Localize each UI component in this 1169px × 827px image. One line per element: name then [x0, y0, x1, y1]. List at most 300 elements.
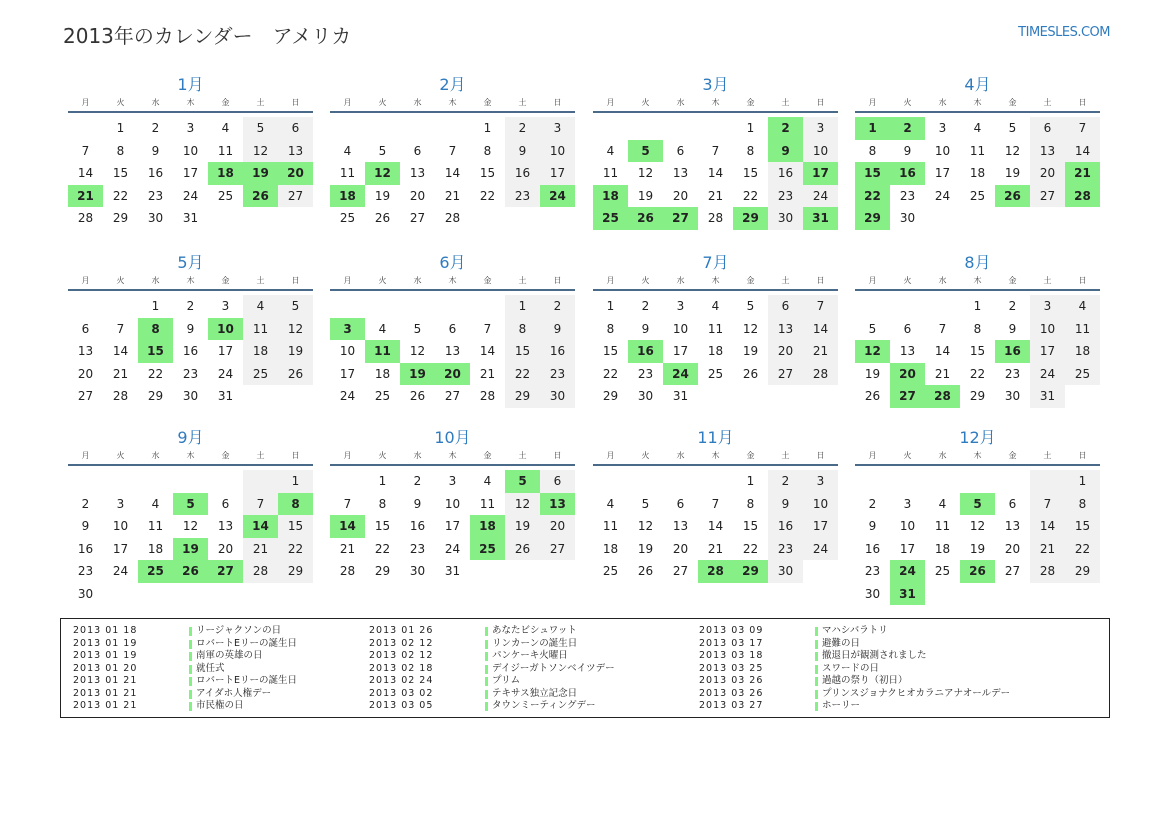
- weekday-label: 日: [291, 451, 300, 460]
- day-cell: 30: [899, 211, 916, 225]
- month-name: 8月: [964, 253, 991, 272]
- day-cell: 19: [1004, 166, 1021, 180]
- day-cell: 15: [505, 340, 540, 363]
- holiday-name: ロバートEリーの誕生日: [196, 675, 298, 686]
- weekday-label: 水: [413, 276, 422, 285]
- weekday-label: 火: [641, 276, 650, 285]
- weekday-label: 木: [448, 451, 457, 460]
- day-cell: 2: [81, 496, 90, 511]
- weekday-label: 月: [606, 276, 615, 285]
- day-cell: 5: [746, 299, 755, 313]
- day-cell: 27: [77, 389, 94, 403]
- day-cell: 20: [768, 340, 803, 363]
- weekday-header: [330, 450, 575, 466]
- day-cell: 6: [1030, 117, 1065, 140]
- holiday-day: 25: [593, 207, 628, 230]
- holiday-marker: [485, 627, 488, 636]
- day-cell: 13: [768, 318, 803, 341]
- holiday-name: 市民権の日: [196, 700, 244, 711]
- day-cell: 7: [803, 295, 838, 318]
- day-cell: 15: [602, 344, 619, 358]
- weekday-label: 日: [816, 451, 825, 460]
- day-cell: 28: [803, 363, 838, 386]
- day-cell: 3: [221, 299, 230, 313]
- holiday-day: 1: [855, 117, 890, 140]
- day-cell: 28: [339, 564, 356, 578]
- day-cell: 30: [864, 586, 881, 601]
- weekday-label: 金: [483, 276, 492, 285]
- day-cell: 11: [147, 519, 164, 533]
- day-cell: 3: [676, 299, 685, 313]
- empty-cell: [663, 470, 698, 493]
- holiday-day: 24: [663, 363, 698, 386]
- weekday-label: 木: [186, 98, 195, 107]
- holiday-date: 2013 03 18: [699, 650, 764, 661]
- holiday-day: 20: [278, 162, 313, 185]
- month-calendar: [855, 73, 1100, 230]
- month-name: 9月: [177, 428, 204, 447]
- weekday-label: 水: [938, 451, 947, 460]
- day-cell: 14: [707, 519, 724, 533]
- empty-cell: [593, 470, 628, 493]
- day-cell: 30: [768, 207, 803, 230]
- month-calendar: [855, 251, 1100, 408]
- weekday-header: [855, 450, 1100, 466]
- day-cell: 18: [243, 340, 278, 363]
- day-cell: 2: [768, 470, 803, 493]
- holiday-marker: [485, 640, 488, 649]
- day-cell: 25: [602, 564, 619, 578]
- holiday-day: 16: [890, 162, 925, 185]
- day-cell: 10: [934, 143, 951, 158]
- day-grid: [68, 470, 313, 605]
- weekday-label: 日: [291, 98, 300, 107]
- day-cell: 4: [343, 143, 352, 158]
- empty-cell: [243, 470, 278, 493]
- day-cell: 22: [112, 188, 129, 203]
- day-cell: 3: [803, 117, 838, 140]
- day-cell: 23: [182, 366, 199, 381]
- day-cell: 28: [243, 560, 278, 583]
- day-cell: 15: [1065, 515, 1100, 538]
- day-cell: 4: [1065, 295, 1100, 318]
- day-cell: 28: [707, 211, 724, 225]
- day-cell: 23: [147, 188, 164, 203]
- day-cell: 21: [934, 366, 951, 381]
- weekday-label: 日: [1078, 276, 1087, 285]
- day-cell: 6: [278, 117, 313, 140]
- day-cell: 14: [1030, 515, 1065, 538]
- day-cell: 15: [112, 166, 129, 180]
- empty-cell: [400, 295, 435, 318]
- empty-cell: [330, 295, 365, 318]
- holiday-name: プリンスジョナクヒオカラニアナオールデー: [822, 687, 1011, 699]
- weekday-label: 火: [116, 98, 125, 107]
- holiday-day: 26: [173, 560, 208, 583]
- day-cell: 20: [77, 366, 94, 381]
- weekday-label: 金: [746, 276, 755, 285]
- month-calendar: [855, 426, 1100, 605]
- holiday-day: 12: [365, 162, 400, 185]
- day-cell: 6: [448, 321, 457, 336]
- day-grid: [855, 470, 1100, 605]
- holiday-name: アイダホ人権デー: [196, 687, 272, 699]
- site-logo[interactable]: TIMESLES.COM: [1018, 25, 1110, 40]
- holiday-day: 16: [628, 340, 663, 363]
- day-cell: 24: [444, 541, 461, 556]
- weekday-label: 火: [378, 98, 387, 107]
- day-cell: 13: [1004, 519, 1021, 533]
- day-cell: 19: [864, 366, 881, 381]
- holiday-day: 20: [890, 363, 925, 386]
- day-cell: 28: [444, 211, 461, 225]
- day-cell: 17: [1030, 340, 1065, 363]
- holiday-date: 2013 03 26: [699, 687, 764, 699]
- day-cell: 25: [969, 188, 986, 203]
- day-cell: 3: [186, 121, 195, 135]
- day-cell: 8: [973, 321, 982, 336]
- day-cell: 2: [641, 299, 650, 313]
- day-cell: 11: [934, 519, 951, 533]
- day-cell: 23: [768, 538, 803, 561]
- holiday-day: 18: [208, 162, 243, 185]
- day-cell: 11: [243, 318, 278, 341]
- day-cell: 22: [374, 541, 391, 556]
- day-cell: 4: [973, 121, 982, 135]
- day-cell: 4: [711, 299, 720, 313]
- day-cell: 30: [540, 385, 575, 408]
- weekday-label: 水: [938, 98, 947, 107]
- holiday-day: 25: [470, 538, 505, 561]
- empty-cell: [103, 470, 138, 493]
- holiday-name: ホーリー: [822, 700, 861, 711]
- holiday-name: プリム: [492, 675, 521, 686]
- day-cell: 4: [243, 295, 278, 318]
- day-cell: 9: [903, 143, 912, 158]
- day-cell: 11: [479, 496, 496, 511]
- holiday-day: 14: [330, 515, 365, 538]
- holiday-date: 2013 02 18: [369, 662, 434, 674]
- weekday-header: [68, 275, 313, 291]
- day-cell: 23: [1004, 366, 1021, 381]
- weekday-header: [593, 450, 838, 466]
- holiday-date: 2013 03 27: [699, 700, 764, 711]
- day-cell: 17: [803, 515, 838, 538]
- holiday-day: 2: [768, 117, 803, 140]
- weekday-label: 土: [781, 276, 790, 285]
- day-cell: 18: [1065, 340, 1100, 363]
- day-cell: 23: [505, 185, 540, 208]
- day-cell: 7: [483, 321, 492, 336]
- weekday-label: 日: [553, 451, 562, 460]
- weekday-label: 木: [711, 98, 720, 107]
- day-cell: 12: [505, 493, 540, 516]
- day-cell: 11: [969, 143, 986, 158]
- holiday-day: 20: [435, 363, 470, 386]
- day-cell: 27: [409, 211, 426, 225]
- day-cell: 19: [742, 344, 759, 358]
- day-cell: 15: [278, 515, 313, 538]
- day-cell: 11: [707, 321, 724, 336]
- day-cell: 7: [711, 496, 720, 511]
- weekday-label: 日: [1078, 451, 1087, 460]
- holiday-name: タウンミーティングデー: [492, 700, 596, 711]
- day-cell: 12: [278, 318, 313, 341]
- day-cell: 24: [217, 366, 234, 381]
- weekday-label: 火: [641, 451, 650, 460]
- day-cell: 23: [540, 363, 575, 386]
- day-cell: 2: [151, 121, 160, 135]
- day-cell: 16: [409, 519, 426, 533]
- empty-cell: [925, 295, 960, 318]
- day-cell: 2: [1008, 299, 1017, 313]
- weekday-header: [330, 97, 575, 113]
- weekday-header: [855, 97, 1100, 113]
- weekday-label: 土: [518, 276, 527, 285]
- day-cell: 9: [186, 321, 195, 336]
- day-cell: 18: [969, 166, 986, 180]
- weekday-label: 日: [1078, 98, 1087, 107]
- day-cell: 3: [938, 121, 947, 135]
- empty-cell: [628, 470, 663, 493]
- empty-cell: [663, 117, 698, 140]
- month-name: 7月: [702, 253, 729, 272]
- weekday-label: 木: [973, 98, 982, 107]
- month-name: 1月: [177, 75, 204, 94]
- day-cell: 15: [374, 519, 391, 533]
- day-cell: 23: [899, 188, 916, 203]
- day-cell: 11: [217, 143, 234, 158]
- day-cell: 29: [147, 389, 164, 403]
- day-cell: 18: [934, 541, 951, 556]
- day-cell: 1: [746, 121, 755, 135]
- day-cell: 4: [483, 474, 492, 488]
- weekday-label: 金: [221, 276, 230, 285]
- day-cell: 22: [1065, 538, 1100, 561]
- holiday-marker: [189, 665, 192, 674]
- day-cell: 5: [278, 295, 313, 318]
- holiday-date: 2013 01 19: [73, 650, 138, 661]
- day-cell: 10: [444, 496, 461, 511]
- day-cell: 15: [479, 166, 496, 180]
- day-cell: 5: [378, 143, 387, 158]
- day-cell: 23: [409, 541, 426, 556]
- day-cell: 8: [483, 143, 492, 158]
- holiday-day: 5: [960, 493, 995, 516]
- weekday-label: 木: [448, 98, 457, 107]
- holiday-name: 避難の日: [822, 637, 861, 649]
- empty-cell: [855, 295, 890, 318]
- day-cell: 13: [278, 140, 313, 163]
- day-cell: 4: [606, 496, 615, 511]
- empty-cell: [68, 470, 103, 493]
- day-cell: 29: [278, 560, 313, 583]
- day-cell: 8: [746, 496, 755, 511]
- weekday-label: 日: [553, 98, 562, 107]
- day-cell: 17: [540, 162, 575, 185]
- day-cell: 8: [505, 318, 540, 341]
- weekday-label: 水: [151, 276, 160, 285]
- day-cell: 8: [116, 143, 125, 158]
- month-calendar: [593, 73, 838, 230]
- day-cell: 13: [672, 166, 689, 180]
- day-cell: 6: [540, 470, 575, 493]
- day-cell: 27: [768, 363, 803, 386]
- weekday-label: 金: [1008, 451, 1017, 460]
- weekday-label: 火: [378, 276, 387, 285]
- day-cell: 30: [637, 389, 654, 403]
- month-name: 2月: [439, 75, 466, 94]
- day-cell: 2: [413, 474, 422, 488]
- day-cell: 14: [707, 166, 724, 180]
- empty-cell: [855, 470, 890, 493]
- weekday-label: 土: [781, 98, 790, 107]
- day-cell: 18: [147, 541, 164, 556]
- day-cell: 10: [182, 143, 199, 158]
- day-cell: 8: [1065, 493, 1100, 516]
- day-cell: 17: [112, 541, 129, 556]
- holiday-marker: [815, 702, 818, 711]
- day-cell: 1: [483, 121, 492, 135]
- day-cell: 17: [934, 166, 951, 180]
- day-cell: 26: [505, 538, 540, 561]
- day-cell: 30: [77, 586, 94, 601]
- day-grid: [855, 295, 1100, 408]
- holiday-name: ロバートEリーの誕生日: [196, 637, 298, 649]
- weekday-label: 火: [903, 98, 912, 107]
- day-cell: 9: [81, 519, 90, 533]
- holiday-date: 2013 01 21: [73, 675, 138, 686]
- day-cell: 7: [81, 143, 90, 158]
- day-cell: 20: [1030, 162, 1065, 185]
- weekday-label: 月: [343, 276, 352, 285]
- weekday-label: 土: [1043, 451, 1052, 460]
- day-cell: 16: [864, 541, 881, 556]
- holiday-day: 19: [243, 162, 278, 185]
- day-cell: 1: [606, 299, 615, 313]
- weekday-header: [330, 275, 575, 291]
- weekday-header: [593, 275, 838, 291]
- holiday-date: 2013 03 05: [369, 700, 434, 711]
- holiday-day: 18: [330, 185, 365, 208]
- day-cell: 30: [182, 389, 199, 403]
- weekday-label: 水: [676, 451, 685, 460]
- day-cell: 27: [540, 538, 575, 561]
- weekday-label: 月: [343, 451, 352, 460]
- day-cell: 14: [1065, 140, 1100, 163]
- day-cell: 25: [934, 564, 951, 578]
- weekday-label: 水: [413, 451, 422, 460]
- day-cell: 18: [707, 344, 724, 358]
- weekday-label: 土: [518, 98, 527, 107]
- weekday-header: [68, 97, 313, 113]
- day-cell: 23: [864, 564, 881, 578]
- holiday-day: 5: [505, 470, 540, 493]
- holiday-day: 12: [855, 340, 890, 363]
- day-cell: 22: [969, 366, 986, 381]
- month-calendar: [330, 426, 575, 583]
- day-cell: 1: [151, 299, 160, 313]
- holiday-day: 29: [733, 560, 768, 583]
- day-cell: 4: [221, 121, 230, 135]
- day-cell: 26: [637, 564, 654, 578]
- day-cell: 12: [637, 519, 654, 533]
- day-cell: 21: [479, 366, 496, 381]
- day-cell: 31: [1030, 385, 1065, 408]
- day-cell: 7: [938, 321, 947, 336]
- holiday-day: 24: [540, 185, 575, 208]
- day-cell: 7: [711, 143, 720, 158]
- holiday-list: [60, 618, 1110, 718]
- holiday-day: 26: [995, 185, 1030, 208]
- day-cell: 19: [969, 541, 986, 556]
- day-cell: 16: [77, 541, 94, 556]
- day-cell: 15: [742, 166, 759, 180]
- day-cell: 9: [768, 493, 803, 516]
- day-cell: 3: [803, 470, 838, 493]
- day-cell: 15: [969, 344, 986, 358]
- empty-cell: [138, 470, 173, 493]
- day-cell: 10: [1030, 318, 1065, 341]
- day-cell: 23: [637, 366, 654, 381]
- day-cell: 15: [742, 519, 759, 533]
- empty-cell: [925, 470, 960, 493]
- holiday-date: 2013 03 25: [699, 662, 764, 674]
- holiday-day: 15: [138, 340, 173, 363]
- day-cell: 31: [182, 211, 199, 225]
- holiday-date: 2013 03 17: [699, 637, 764, 649]
- day-cell: 11: [602, 519, 619, 533]
- holiday-date: 2013 01 20: [73, 662, 138, 674]
- weekday-label: 金: [221, 451, 230, 460]
- day-cell: 27: [444, 389, 461, 403]
- day-cell: 22: [742, 541, 759, 556]
- day-cell: 19: [374, 188, 391, 203]
- holiday-date: 2013 01 18: [73, 625, 138, 636]
- holiday-date: 2013 02 12: [369, 650, 434, 661]
- day-cell: 4: [151, 496, 160, 511]
- weekday-label: 木: [186, 451, 195, 460]
- day-cell: 24: [182, 188, 199, 203]
- holiday-marker: [815, 627, 818, 636]
- day-cell: 1: [973, 299, 982, 313]
- weekday-label: 土: [256, 451, 265, 460]
- weekday-label: 金: [1008, 276, 1017, 285]
- day-cell: 13: [672, 519, 689, 533]
- weekday-label: 水: [676, 98, 685, 107]
- day-cell: 5: [413, 321, 422, 336]
- day-grid: [330, 470, 575, 583]
- day-cell: 29: [374, 564, 391, 578]
- day-cell: 29: [1065, 560, 1100, 583]
- holiday-marker: [815, 665, 818, 674]
- day-grid: [593, 117, 838, 230]
- day-cell: 28: [77, 211, 94, 225]
- holiday-name: あなたビシュワット: [492, 625, 577, 636]
- weekday-label: 土: [1043, 276, 1052, 285]
- day-cell: 7: [116, 321, 125, 336]
- day-cell: 21: [112, 366, 129, 381]
- empty-cell: [890, 470, 925, 493]
- empty-cell: [435, 117, 470, 140]
- holiday-day: 27: [208, 560, 243, 583]
- holiday-marker: [815, 690, 818, 699]
- day-cell: 4: [606, 143, 615, 158]
- day-cell: 12: [182, 519, 199, 533]
- day-cell: 11: [339, 166, 356, 180]
- month-calendar: [330, 73, 575, 230]
- weekday-label: 金: [483, 98, 492, 107]
